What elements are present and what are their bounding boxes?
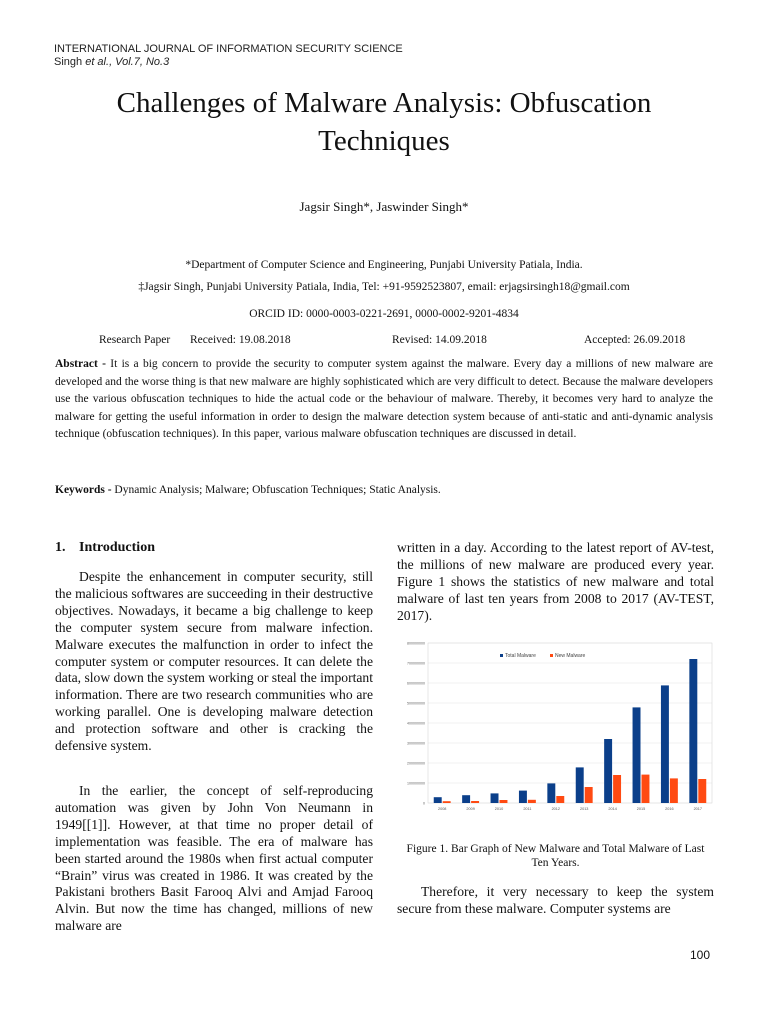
y-tick-label: 0: [423, 801, 425, 806]
x-tick-label: 2012: [551, 807, 561, 811]
x-tick-label: 2014: [608, 807, 617, 811]
legend-label-new: New Malware: [555, 653, 586, 659]
intro-paragraph-4: Therefore, it very necessary to keep the system secure from these malware. Computer systems are: [397, 884, 714, 916]
bar-total-malware: [462, 795, 470, 803]
x-tick-label: 2008: [437, 807, 447, 811]
y-tick-label: 200000000: [407, 761, 425, 766]
received-date: Received: 19.08.2018: [190, 334, 291, 346]
y-tick-label: 500000000: [407, 701, 425, 706]
figure-caption: Figure 1. Bar Graph of New Malware and Total Malware of Last Ten Years.: [406, 843, 705, 869]
y-tick-label: 400000000: [407, 721, 425, 726]
journal-name: INTERNATIONAL JOURNAL OF INFORMATION SECURITY SCIENCE: [54, 43, 403, 55]
bar-total-malware: [491, 793, 499, 803]
bar-total-malware: [519, 791, 527, 803]
page-number: 100: [690, 948, 711, 962]
bar-total-malware: [547, 783, 555, 803]
x-tick-label: 2017: [693, 807, 703, 811]
x-tick-label: 2010: [494, 807, 504, 811]
y-tick-label: 700000000: [407, 661, 425, 666]
bar-new-malware: [471, 801, 479, 803]
y-tick-label: 100000000: [407, 781, 425, 786]
paper-type: Research Paper: [99, 334, 171, 346]
intro-paragraph-3: written in a day. According to the latest report of AV-test, the millions of new malware are produced every year. Figure 1 shows the statistics of new malware and total malware of last ten years from 2008 to 2017 (AV-TEST, 2017).: [397, 540, 714, 623]
intro-paragraph-1: Despite the enhancement in computer security, still the malicious softwares are succeeding in their destructive objectives. Nowadays, it became a big challenge to keep the computer system secure from malware infection. Malware executes the malfunction in order to infect the computer system or computer resources. It can delete the data, slow down the system working or steal the important information. There are two research communities who are working parallel. One is developing malware detection and protection software and other is cracking the defensive system.: [55, 569, 373, 754]
x-tick-label: 2015: [636, 807, 646, 811]
affiliation: *Department of Computer Science and Engineering, Punjabi University Patiala, India.: [185, 259, 583, 271]
bar-new-malware: [500, 800, 508, 803]
bar-new-malware: [528, 800, 536, 803]
running-header: [54, 43, 403, 69]
chart-canvas: [392, 638, 718, 816]
y-tick-label: 600000000: [407, 681, 425, 686]
x-tick-label: 2013: [579, 807, 589, 811]
section-heading: 1. Introduction: [55, 540, 155, 555]
bar-total-malware: [689, 659, 697, 803]
bar-chart: [392, 638, 718, 816]
paper-title: Challenges of Malware Analysis: Obfuscation Techniques: [116, 87, 652, 157]
bar-total-malware: [661, 685, 669, 803]
bar-total-malware: [576, 767, 584, 803]
revised-date: Revised: 14.09.2018: [392, 334, 487, 346]
y-tick-label: 800000000: [407, 641, 425, 646]
accepted-date: Accepted: 26.09.2018: [584, 334, 686, 346]
bar-new-malware: [642, 775, 650, 803]
bar-total-malware: [633, 707, 641, 803]
orcid: ORCID ID: 0000-0003-0221-2691, 0000-0002-9201-4834: [249, 308, 519, 320]
bar-new-malware: [443, 801, 451, 803]
corresponding-author: ‡Jagsir Singh, Punjabi University Patiala, India, Tel: +91-9592523807, email: erjagsirsingh18@gmail.com: [138, 281, 630, 293]
bar-total-malware: [434, 797, 442, 803]
citation: Singh et al., Vol.7, No.3: [54, 56, 170, 68]
bar-new-malware: [613, 775, 621, 803]
legend-label-total: Total Malware: [505, 653, 536, 659]
legend-swatch-total: [500, 654, 503, 657]
authors: Jagsir Singh*, Jaswinder Singh*: [299, 199, 469, 214]
bar-new-malware: [585, 787, 593, 803]
intro-paragraph-2: In the earlier, the concept of self-reproducing automation was given by John Von Neumann in 1949[[1]]. However, at that time no proper detail of implementation was feasible. The era of malware has been started around the 1980s when first actual computer “Brain” virus was created in 1986. It was created by the Pakistani brothers Basit Farooq Alvi and Amjad Farooq Alvin. But now the time has changed, millions of new malware are: [55, 783, 373, 934]
keywords: Keywords - Dynamic Analysis; Malware; Obfuscation Techniques; Static Analysis.: [55, 484, 441, 496]
legend-swatch-new: [550, 654, 553, 657]
bar-new-malware: [670, 778, 678, 803]
abstract: Abstract - It is a big concern to provide the security to computer system against the malware. Every day a millions of new malware are developed and the worse thing is that new malware are highly sophisticated which are very difficult to detect. Because the malware developers use the various obfuscation techniques to hide the actual code or the behaviour of malware. Thereby, it becomes very hard to analyze the malware for getting the useful information in order to design the malware detection system because of anti-static and anti-dynamic analysis technique (obfuscation techniques). In this paper, various malware obfuscation techniques are discussed in detail.: [55, 358, 713, 440]
bar-new-malware: [698, 779, 706, 803]
x-tick-label: 2011: [523, 807, 532, 811]
x-tick-label: 2009: [466, 807, 475, 811]
x-tick-label: 2016: [665, 807, 674, 811]
bar-new-malware: [556, 796, 564, 803]
bar-total-malware: [604, 739, 612, 803]
y-tick-label: 300000000: [407, 741, 425, 746]
